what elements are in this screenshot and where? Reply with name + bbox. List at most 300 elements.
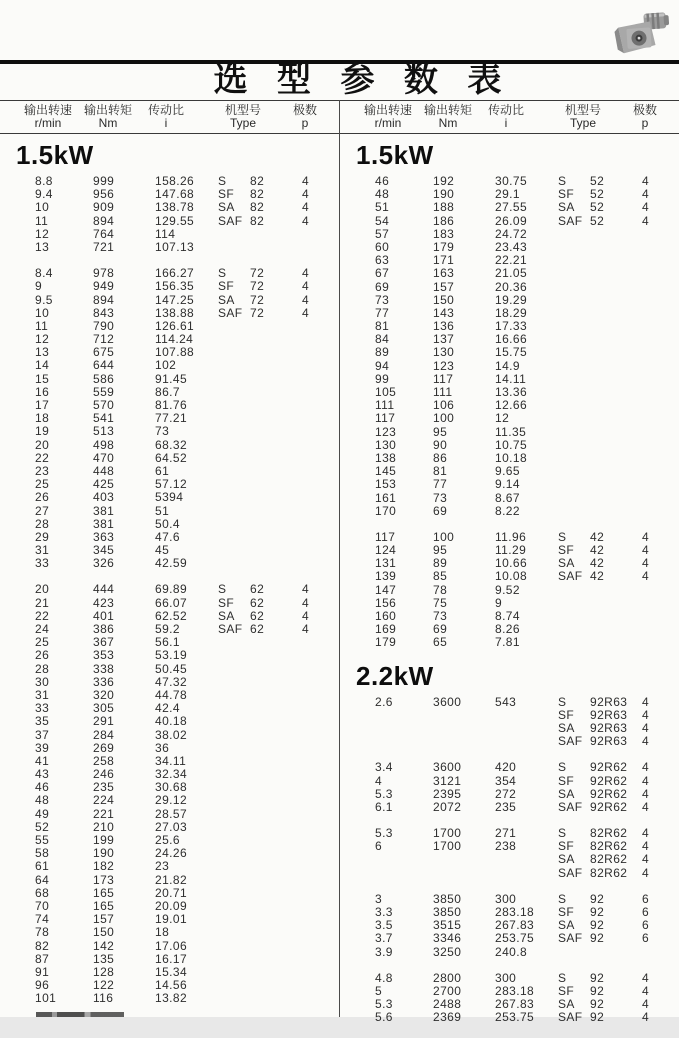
cell-output-speed: 3.5 — [375, 918, 393, 933]
cell-output-torque: 401 — [93, 608, 115, 623]
cell-output-torque: 210 — [93, 819, 115, 834]
cell-output-torque: 444 — [93, 582, 115, 597]
cell-output-torque: 353 — [93, 648, 115, 663]
table-row — [340, 946, 679, 959]
cell-output-torque: 425 — [93, 477, 115, 492]
cell-output-torque: 3250 — [433, 944, 462, 959]
cell-output-torque: 790 — [93, 318, 115, 333]
cell-ratio: 14.56 — [155, 978, 188, 993]
cell-type-prefix: SAF — [218, 622, 243, 636]
cell-output-speed: 145 — [375, 464, 397, 479]
cell-type-prefix: SF — [218, 595, 235, 610]
cell-output-speed: 124 — [375, 543, 397, 558]
cell-ratio: 158.26 — [155, 174, 195, 188]
cell-poles: 4 — [642, 983, 650, 998]
table-row — [340, 853, 679, 866]
cell-output-speed: 67 — [375, 266, 390, 281]
cell-ratio: 47.32 — [155, 674, 188, 689]
cell-output-torque: 956 — [93, 187, 115, 202]
cell-ratio: 253.75 — [495, 931, 535, 946]
table-row — [340, 775, 679, 788]
cell-type-prefix: SA — [558, 200, 575, 215]
table-row — [340, 228, 679, 241]
cell-type-size: 92R63 — [590, 734, 628, 749]
cell-output-torque: 190 — [433, 187, 455, 202]
cell-output-torque: 3600 — [433, 760, 462, 775]
cell-output-speed: 70 — [35, 898, 50, 913]
cell-ratio: 73 — [155, 424, 170, 439]
cell-type-size: 52 — [590, 187, 605, 202]
cell-type-prefix: SAF — [558, 1010, 583, 1025]
cell-output-speed: 43 — [35, 767, 50, 782]
cell-type-prefix: SA — [558, 720, 575, 735]
table-row — [0, 597, 339, 610]
cell-ratio: 19.01 — [155, 912, 188, 927]
table-row — [0, 241, 339, 254]
cell-output-torque: 3850 — [433, 891, 462, 906]
cell-output-torque: 3346 — [433, 931, 462, 946]
header-ratio — [136, 104, 196, 130]
cell-ratio: 9 — [495, 595, 503, 610]
cell-type-size: 62 — [250, 608, 265, 623]
cell-poles: 4 — [642, 569, 650, 584]
cell-output-torque: 128 — [93, 964, 115, 979]
cell-output-torque: 246 — [93, 767, 115, 782]
cell-ratio: 18.29 — [495, 305, 528, 320]
cell-output-speed: 21 — [35, 595, 50, 610]
table-row — [340, 570, 679, 583]
cell-type-prefix: SA — [218, 200, 235, 215]
cell-type-prefix: SA — [218, 292, 235, 307]
table-row — [340, 505, 679, 518]
cell-output-torque: 513 — [93, 424, 115, 439]
cell-output-speed: 78 — [35, 925, 50, 940]
cell-ratio: 235 — [495, 799, 517, 814]
cell-ratio: 56.1 — [155, 635, 180, 650]
cell-ratio: 543 — [495, 694, 517, 709]
cell-output-speed: 57 — [375, 226, 390, 241]
table-row — [0, 228, 339, 241]
cell-poles: 4 — [642, 707, 650, 722]
cell-output-speed: 169 — [375, 622, 397, 637]
header-ratio-unit: i — [164, 116, 168, 130]
cell-output-torque: 3850 — [433, 905, 462, 919]
cell-output-torque: 190 — [93, 846, 115, 861]
cell-output-speed: 87 — [35, 951, 50, 966]
table-row — [0, 649, 339, 662]
cell-ratio: 9.52 — [495, 582, 520, 597]
table-block — [340, 761, 679, 814]
cell-ratio: 107.13 — [155, 239, 195, 254]
cell-output-speed: 117 — [375, 529, 396, 544]
cell-poles: 4 — [642, 786, 650, 801]
cell-type-prefix: S — [558, 174, 567, 188]
table-row — [340, 584, 679, 597]
cell-output-speed: 14 — [35, 358, 50, 373]
cell-output-speed: 84 — [375, 332, 390, 347]
table-row — [0, 860, 339, 873]
cell-output-torque: 2700 — [433, 983, 462, 998]
cell-ratio: 20.09 — [155, 898, 188, 913]
cell-output-torque: 95 — [433, 543, 448, 558]
cell-type-size: 92 — [590, 997, 605, 1012]
cell-output-speed: 8.8 — [35, 174, 53, 188]
table-block — [340, 175, 679, 518]
cell-type-size: 72 — [250, 279, 265, 294]
table-block — [340, 893, 679, 959]
cell-output-torque: 843 — [93, 305, 115, 320]
cell-output-speed: 12 — [35, 332, 50, 347]
cell-type-prefix: SA — [558, 997, 575, 1012]
cell-ratio: 238 — [495, 839, 517, 854]
cell-output-speed: 58 — [35, 846, 50, 861]
table-row — [0, 874, 339, 887]
cell-output-torque: 69 — [433, 622, 448, 637]
table-row — [340, 761, 679, 774]
cell-ratio: 21.82 — [155, 872, 188, 887]
cell-output-torque: 559 — [93, 384, 115, 399]
cell-poles: 4 — [642, 543, 650, 558]
cell-ratio: 102 — [155, 358, 177, 373]
gearmotor-photo — [609, 8, 673, 60]
cell-output-torque: 345 — [93, 543, 115, 558]
cell-output-speed: 105 — [375, 385, 397, 399]
cell-output-torque: 949 — [93, 279, 115, 294]
cell-ratio: 21.05 — [495, 266, 528, 281]
cell-ratio: 11.96 — [495, 529, 527, 544]
table-row — [340, 735, 679, 748]
cell-ratio: 68.32 — [155, 437, 188, 452]
table-row — [0, 439, 339, 452]
cell-ratio: 9.65 — [495, 464, 520, 479]
cell-ratio: 64.52 — [155, 450, 188, 465]
cell-ratio: 12.66 — [495, 398, 528, 413]
cell-ratio: 271 — [495, 826, 517, 841]
cell-type-size: 92 — [590, 905, 605, 919]
cell-output-torque: 284 — [93, 727, 115, 742]
cell-ratio: 51 — [155, 503, 170, 518]
cell-ratio: 24.26 — [155, 846, 188, 861]
cell-type-size: 92R63 — [590, 720, 628, 735]
table-row — [340, 346, 679, 359]
header-poles-cn: 极数 — [632, 103, 657, 117]
cell-output-speed: 130 — [375, 437, 397, 452]
cell-poles: 4 — [302, 279, 310, 294]
cell-output-torque: 150 — [93, 925, 115, 940]
cell-output-torque: 2800 — [433, 970, 462, 985]
cell-output-torque: 448 — [93, 463, 115, 478]
cell-output-torque: 498 — [93, 437, 115, 452]
cell-output-torque: 73 — [433, 609, 448, 623]
cell-ratio: 17.33 — [495, 319, 528, 334]
header-ratio-unit: i — [504, 116, 508, 130]
cell-type-size: 82 — [250, 200, 265, 215]
cell-ratio: 283.18 — [495, 983, 535, 998]
cell-poles: 4 — [642, 734, 650, 749]
table-row — [0, 676, 339, 689]
cell-output-speed: 46 — [35, 780, 50, 795]
table-row — [0, 215, 339, 228]
cell-ratio: 156.35 — [155, 279, 195, 294]
cell-output-speed: 117 — [375, 411, 396, 426]
cell-output-torque: 106 — [433, 398, 455, 413]
cell-type-size: 92 — [590, 983, 605, 998]
cell-ratio: 8.74 — [495, 609, 520, 623]
cell-ratio: 114 — [155, 226, 176, 241]
cell-poles: 4 — [642, 1010, 650, 1025]
table-row — [0, 373, 339, 386]
cell-type-prefix: SF — [218, 187, 235, 202]
cell-type-size: 52 — [590, 174, 605, 188]
cell-output-speed: 147 — [375, 582, 397, 597]
cell-poles: 4 — [302, 200, 310, 215]
cell-ratio: 36 — [155, 740, 170, 755]
cell-poles: 4 — [302, 582, 310, 597]
table-column-right — [340, 138, 679, 1038]
table-row — [0, 505, 339, 518]
cell-type-size: 42 — [590, 569, 605, 584]
cell-output-speed: 55 — [35, 833, 50, 847]
cell-ratio: 14.9 — [495, 358, 520, 373]
cell-output-torque: 570 — [93, 398, 115, 412]
cell-output-torque: 909 — [93, 200, 115, 215]
cell-output-torque: 117 — [433, 371, 454, 386]
cell-ratio: 29.12 — [155, 793, 188, 808]
cell-type-size: 92 — [590, 918, 605, 933]
cell-output-torque: 3121 — [433, 773, 462, 788]
header-output-torque-cn: 输出转矩 — [83, 103, 132, 117]
cell-output-speed: 26 — [35, 490, 50, 505]
cell-output-speed: 26 — [35, 648, 50, 663]
cell-ratio: 32.34 — [155, 767, 188, 782]
cell-type-prefix: SF — [218, 279, 235, 294]
header-output-speed-cn: 输出转速 — [363, 103, 412, 117]
cell-output-torque: 403 — [93, 490, 115, 505]
table-row — [0, 557, 339, 570]
cell-output-torque: 367 — [93, 635, 115, 650]
table-row — [340, 932, 679, 945]
cell-output-torque: 135 — [93, 951, 115, 966]
cell-output-speed: 48 — [375, 187, 390, 202]
cell-ratio: 11.35 — [495, 424, 527, 439]
cell-output-torque: 137 — [433, 332, 455, 347]
table-row — [0, 794, 339, 807]
cell-output-speed: 81 — [375, 319, 390, 334]
cell-output-torque: 363 — [93, 529, 115, 544]
table-row — [0, 359, 339, 372]
cell-output-speed: 5.3 — [375, 826, 393, 841]
cell-output-speed: 94 — [375, 358, 390, 373]
cell-ratio: 10.18 — [495, 450, 528, 465]
cell-output-speed: 153 — [375, 477, 397, 492]
header-poles-cn: 极数 — [292, 103, 317, 117]
cell-type-size: 82 — [250, 213, 265, 228]
cell-output-speed: 25 — [35, 477, 50, 492]
table-row — [340, 478, 679, 491]
cell-output-torque: 157 — [433, 279, 455, 294]
cell-ratio: 22.21 — [495, 253, 528, 268]
cell-ratio: 91.45 — [155, 371, 188, 386]
cell-output-speed: 77 — [375, 305, 390, 320]
cell-type-prefix: SF — [558, 905, 575, 919]
cell-output-torque: 142 — [93, 938, 115, 953]
cell-poles: 4 — [642, 720, 650, 735]
cell-output-speed: 39 — [35, 740, 50, 755]
table-block — [340, 827, 679, 880]
cell-ratio: 253.75 — [495, 1010, 535, 1025]
cell-output-speed: 31 — [35, 687, 50, 702]
cell-ratio: 24.72 — [495, 226, 528, 241]
cell-poles: 6 — [642, 905, 650, 919]
cell-poles: 4 — [642, 174, 650, 188]
cell-type-size: 42 — [590, 529, 605, 544]
cell-output-speed: 4.8 — [375, 970, 393, 985]
header-output-speed-unit: r/min — [374, 116, 402, 130]
cell-ratio: 7.81 — [495, 635, 520, 650]
cell-output-torque: 894 — [93, 292, 115, 307]
cell-poles: 4 — [302, 305, 310, 320]
cell-poles: 4 — [302, 174, 310, 188]
cell-output-torque: 2488 — [433, 997, 462, 1012]
table-row — [340, 840, 679, 853]
cell-output-torque: 258 — [93, 753, 115, 768]
section-heading: 1.5kW — [16, 140, 94, 170]
cell-output-torque: 320 — [93, 687, 115, 702]
table-row — [340, 696, 679, 709]
cell-type-size: 92R63 — [590, 694, 628, 709]
cell-ratio: 300 — [495, 891, 517, 906]
table-block — [340, 696, 679, 749]
cell-output-speed: 3 — [375, 891, 383, 906]
cell-type-size: 62 — [250, 595, 265, 610]
table-row — [340, 294, 679, 307]
cell-poles: 4 — [302, 595, 310, 610]
header-model-type-unit: Type — [569, 116, 596, 130]
cell-type-size: 92R62 — [590, 799, 628, 814]
cell-output-speed: 19 — [35, 424, 50, 439]
cell-ratio: 44.78 — [155, 687, 188, 702]
cell-ratio: 25.6 — [155, 833, 180, 847]
cell-ratio: 10.08 — [495, 569, 528, 584]
table-row — [340, 281, 679, 294]
cell-poles: 4 — [642, 865, 650, 880]
cell-output-speed: 10 — [35, 200, 50, 215]
cell-output-torque: 675 — [93, 345, 115, 360]
cell-output-torque: 123 — [433, 358, 455, 373]
cell-output-torque: 381 — [93, 516, 115, 531]
cell-output-torque: 86 — [433, 450, 448, 465]
cell-ratio: 77.21 — [155, 411, 188, 426]
cell-ratio: 8.67 — [495, 490, 520, 505]
cell-output-torque: 326 — [93, 556, 115, 571]
cell-output-speed: 17 — [35, 398, 50, 412]
cell-output-torque: 586 — [93, 371, 115, 386]
cell-output-torque: 2369 — [433, 1010, 462, 1025]
cell-output-speed: 24 — [35, 622, 50, 636]
table-block — [340, 972, 679, 1025]
cell-output-speed: 11 — [35, 318, 49, 333]
cell-type-size: 52 — [590, 200, 605, 215]
cell-ratio: 8.22 — [495, 503, 520, 518]
cell-output-speed: 22 — [35, 450, 50, 465]
cell-poles: 4 — [642, 799, 650, 814]
cell-type-size: 92R62 — [590, 773, 628, 788]
cell-output-speed: 13 — [35, 239, 50, 254]
cell-output-torque: 764 — [93, 226, 115, 241]
cell-output-speed: 48 — [35, 793, 50, 808]
cell-ratio: 86.7 — [155, 384, 180, 399]
table-row — [0, 926, 339, 939]
cell-output-torque: 2072 — [433, 799, 462, 814]
cell-output-speed: 27 — [35, 503, 50, 518]
cell-output-speed: 5.6 — [375, 1010, 393, 1025]
cell-poles: 4 — [642, 773, 650, 788]
table-row — [340, 636, 679, 649]
cell-ratio: 107.88 — [155, 345, 195, 360]
cell-ratio: 129.55 — [155, 213, 195, 228]
cell-ratio: 166.27 — [155, 266, 195, 281]
cell-type-prefix: SA — [218, 608, 235, 623]
cell-type-prefix: SA — [558, 918, 575, 933]
cell-output-torque: 150 — [433, 292, 455, 307]
table-row — [340, 867, 679, 880]
cell-output-torque: 712 — [93, 332, 115, 347]
cell-ratio: 354 — [495, 773, 517, 788]
cell-ratio: 53.19 — [155, 648, 188, 663]
cell-output-speed: 5.3 — [375, 786, 393, 801]
cell-ratio: 18 — [155, 925, 170, 940]
cell-ratio: 272 — [495, 786, 517, 801]
cell-output-speed: 35 — [35, 714, 50, 729]
cell-ratio: 147.68 — [155, 187, 195, 202]
cell-output-speed: 41 — [35, 753, 50, 768]
cell-type-size: 82 — [250, 174, 265, 188]
cell-output-torque: 165 — [93, 885, 115, 900]
cell-ratio: 50.45 — [155, 661, 188, 676]
cell-ratio: 30.68 — [155, 780, 188, 795]
cell-poles: 4 — [642, 213, 650, 228]
cell-output-speed: 9.5 — [35, 292, 53, 307]
cell-ratio: 66.07 — [155, 595, 188, 610]
table-row — [340, 215, 679, 228]
table-row — [0, 280, 339, 293]
cell-type-prefix: S — [218, 266, 227, 281]
cell-ratio: 10.66 — [495, 556, 528, 571]
table-column-left — [0, 138, 339, 1018]
cell-output-torque: 224 — [93, 793, 115, 808]
cell-ratio: 59.2 — [155, 622, 180, 636]
table-block — [0, 267, 339, 570]
cell-output-speed: 15 — [35, 371, 50, 386]
cell-poles: 4 — [642, 997, 650, 1012]
cell-output-torque: 90 — [433, 437, 448, 452]
cell-ratio: 14.11 — [495, 371, 527, 386]
table-row — [0, 808, 339, 821]
cell-output-torque: 75 — [433, 595, 448, 610]
cell-output-speed: 139 — [375, 569, 397, 584]
cell-type-size: 92R62 — [590, 786, 628, 801]
cell-ratio: 8.26 — [495, 622, 520, 637]
cell-poles: 4 — [642, 852, 650, 867]
header-model-type — [546, 104, 620, 130]
cell-type-size: 92 — [590, 1010, 605, 1025]
table-block — [340, 531, 679, 650]
cell-type-size: 92 — [590, 891, 605, 906]
cell-type-prefix: S — [558, 826, 567, 841]
table-row — [0, 425, 339, 438]
cell-output-torque: 1700 — [433, 839, 462, 854]
cell-output-speed: 2.6 — [375, 694, 393, 709]
